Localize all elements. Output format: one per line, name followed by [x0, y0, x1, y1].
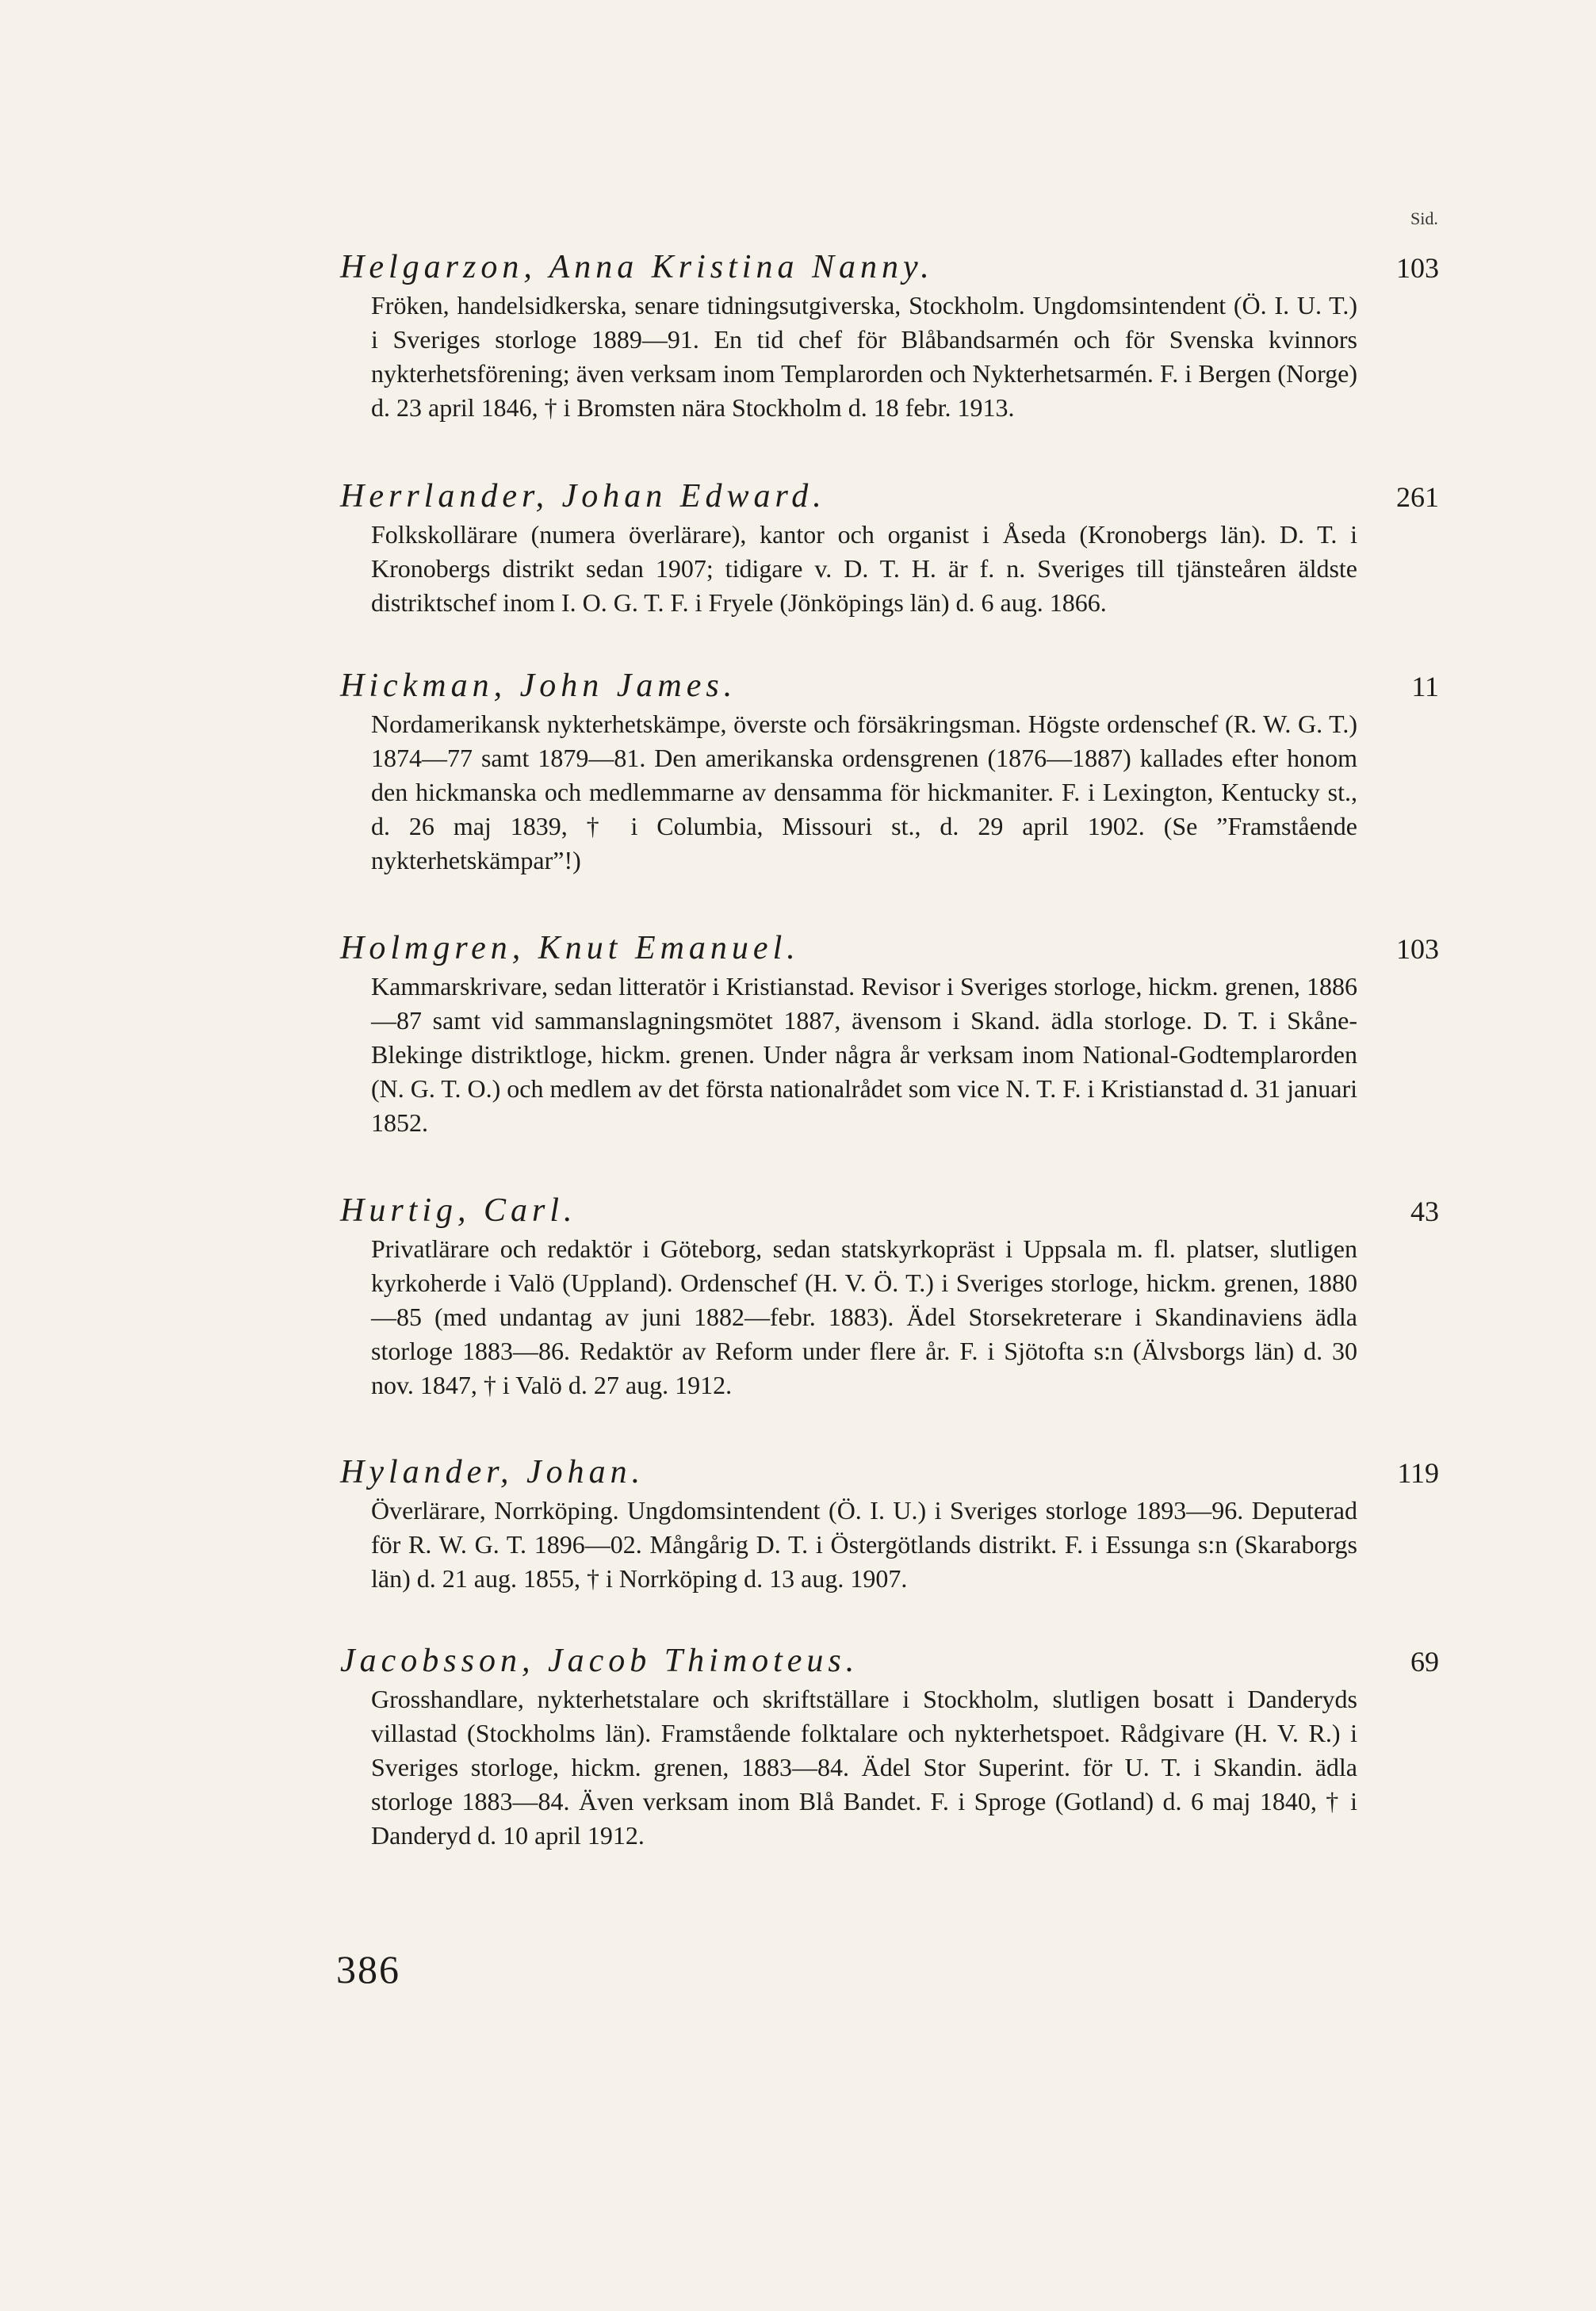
entry-page-ref: 119	[1397, 1457, 1439, 1489]
entry-page-ref: 11	[1411, 671, 1439, 702]
entry-name: Hickman, John James.	[340, 668, 737, 704]
entry-page-ref: 43	[1410, 1196, 1439, 1227]
page-number: 386	[336, 1947, 400, 1992]
entry-description: Grosshandlare, nykterhetstalare och skriftställare i Stockholm, slutligen bosatt i Danderyds villastad (Stockholms län). Framstående folktalare och nykterhetspoet. Rådgivare (H. V. R.) i Sveriges storloge, hickm. grenen, 1883—84. Ädel Stor Superint. för U. T. i Skandin. ädla storloge 1883—84. Även verksam inom Blå Bandet. F. i Sproge (Gotland) d. 6 maj 1840, † i Danderyd d. 10 april 1912.	[371, 1685, 1357, 1850]
entry-description: Privatlärare och redaktör i Göteborg, sedan statskyrkopräst i Uppsala m. fl. platser, slutligen kyrkoherde i Valö (Uppland). Ordenschef (H. V. Ö. T.) i Sveriges storloge, hickm. grenen, 1880—85 (med undantag av juni 1882—febr. 1883). Ädel Storsekreterare i Skandinaviens ädla storloge 1883—86. Redaktör av Reform under flere år. F. i Sjötofta s:n (Älvsborgs län) d. 30 nov. 1847, † i Valö d. 27 aug. 1912.	[371, 1234, 1357, 1399]
entry-description: Nordamerikansk nykterhetskämpe, överste och försäkringsman. Högste ordenschef (R. W. G. T.) 1874—77 samt 1879—81. Den amerikanska ordensgrenen (1876—1887) kallades efter honom den hickmanska och medlemmarne av densamma för hickmaniter. F. i Lexington, Kentucky st., d. 26 maj 1839, † i Columbia, Missouri st., d. 29 april 1902. (Se ”Framstående nykterhetskämpar”!)	[371, 710, 1357, 874]
entry-description: Folkskollärare (numera överlärare), kantor och organist i Åseda (Kronobergs län). D. T. i Kronobergs distrikt sedan 1907; tidigare v. D. T. H. är f. n. Sveriges till tjänsteåren äldste distriktschef inom I. O. G. T. F. i Fryele (Jönköpings län) d. 6 aug. 1866.	[371, 520, 1357, 617]
entry-page-ref: 103	[1396, 933, 1439, 965]
entry-name: Hylander, Johan.	[340, 1454, 645, 1490]
page-column-header: Sid.	[1410, 209, 1438, 228]
entry-name: Holmgren, Knut Emanuel.	[340, 930, 800, 966]
entry-description: Överlärare, Norrköping. Ungdomsintendent (Ö. I. U.) i Sveriges storloge 1893—96. Deputerad för R. W. G. T. 1896—02. Mångårig D. T. i Östergötlands distrikt. F. i Essunga s:n (Skaraborgs län) d. 21 aug. 1855, † i Norrköping d. 13 aug. 1907.	[371, 1496, 1357, 1593]
entry-page-ref: 261	[1396, 481, 1439, 513]
entry-name: Jacobsson, Jacob Thimoteus.	[340, 1643, 859, 1679]
entry-name: Helgarzon, Anna Kristina Nanny.	[340, 249, 934, 285]
entry-name: Herrlander, Johan Edward.	[340, 478, 826, 515]
entry-description: Fröken, handelsidkerska, senare tidningsutgiverska, Stockholm. Ungdomsintendent (Ö. I. U. T.) i Sveriges storloge 1889—91. En tid chef för Blåbandsarmén och för Svenska kvinnors nykterhetsförening; även verksam inom Templarorden och Nykterhetsarmén. F. i Bergen (Norge) d. 23 april 1846, † i Bromsten nära Stockholm d. 18 febr. 1913.	[371, 291, 1357, 422]
entry-page-ref: 69	[1410, 1646, 1439, 1678]
entry-page-ref: 103	[1396, 252, 1439, 284]
entry-description: Kammarskrivare, sedan litteratör i Kristianstad. Revisor i Sveriges storloge, hickm. grenen, 1886—87 samt vid sammanslagningsmötet 1887, ävensom i Skand. ädla storloge. D. T. i Skåne-Blekinge distriktloge, hickm. grenen. Under några år verksam inom National-Godtemplarorden (N. G. T. O.) och medlem av det första nationalrådet som vice N. T. F. i Kristianstad d. 31 januari 1852.	[371, 972, 1357, 1137]
entry-name: Hurtig, Carl.	[340, 1192, 577, 1229]
